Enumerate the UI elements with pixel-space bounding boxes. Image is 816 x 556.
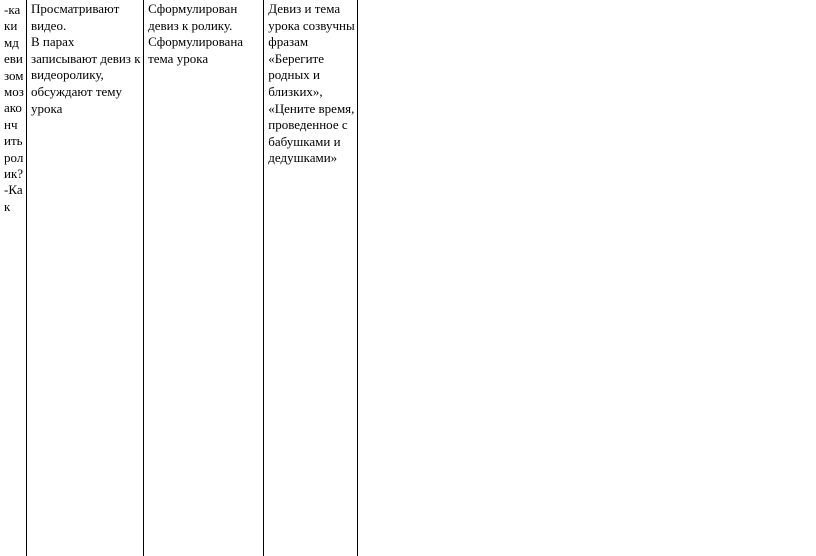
lesson-plan-table [0,0,358,556]
outcome-cell [264,0,358,556]
table-row [0,0,358,556]
question-cell [0,0,26,556]
student-activity-cell [26,0,143,556]
teacher-question-text: -какимдевизоммозаконч итьролик?-Как [4,2,24,214]
outcome-text: Девиз и тема урока созвучны фразам «Берегите родных и близких», «Цените время, проведенное с бабушками и дедушками» [268,1,355,166]
student-activity-text: Просматривают видео. В парах записывают девиз к видеоролику, обсуждают тему урока [30,1,141,116]
result-text: Сформулирован девиз к ролику. Сформулирована тема урока [148,1,244,66]
result-cell [144,0,264,556]
